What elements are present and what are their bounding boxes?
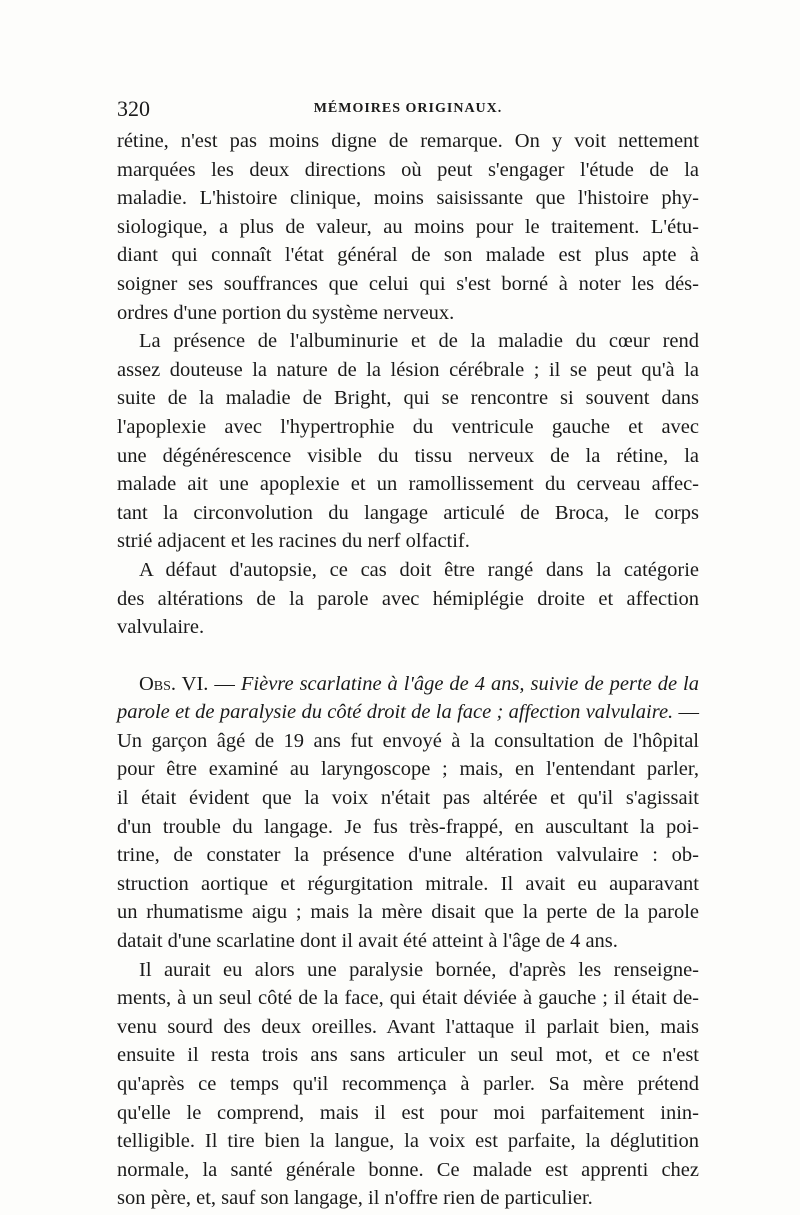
text-line: assez douteuse la nature de la lésion cérébrale ; il se peut qu'à la bbox=[117, 358, 699, 381]
observation-title-1: Fièvre scarlatine à l'âge de 4 ans, suivie de perte de la bbox=[240, 672, 700, 695]
observation-label: Obs. VI. bbox=[139, 672, 209, 695]
text-line: rétine, n'est pas moins digne de remarque. On y voit nettement bbox=[117, 130, 699, 152]
text-line: soigner ses souffrances que celui qui s'est borné à noter les dés- bbox=[117, 272, 699, 295]
text-line: siologique, a plus de valeur, au moins pour le traitement. L'étu- bbox=[117, 215, 699, 238]
text-line: qu'après ce temps qu'il recommença à parler. Sa mère prétend bbox=[117, 1073, 699, 1095]
text-line: trine, de constater la présence d'une altération valvulaire : ob- bbox=[117, 844, 699, 867]
paragraph-2 bbox=[117, 327, 699, 556]
observation-title-2: parole et de paralysie du côté droit de la face ; affection valvulaire. bbox=[117, 701, 674, 724]
text-line: tant la circonvolution du langage articulé de Broca, le corps bbox=[117, 501, 699, 524]
body-text bbox=[117, 127, 699, 1213]
observation-dash: — bbox=[208, 672, 241, 695]
observation-title-line-1 bbox=[117, 670, 699, 699]
text-line: son père, et, sauf son langage, il n'offre rien de particulier. bbox=[117, 1187, 593, 1210]
text-line: datait d'une scarlatine dont il avait été atteint à l'âge de 4 ans. bbox=[117, 930, 618, 953]
paragraph-3 bbox=[117, 556, 699, 642]
text-line: malade ait une apoplexie et un ramollissement du cerveau affec- bbox=[117, 473, 699, 496]
text-line: d'un trouble du langage. Je fus très-frappé, en auscultant la poi- bbox=[117, 815, 699, 838]
text-line: maladie. L'histoire clinique, moins saisissante que l'histoire phy- bbox=[117, 187, 699, 210]
text-line: ensuite il resta trois ans sans articuler un seul mot, et ce n'est bbox=[117, 1044, 699, 1067]
page-number: 320 bbox=[117, 96, 150, 121]
text-line: La présence de l'albuminurie et de la maladie du cœur rend bbox=[139, 330, 699, 353]
text-line: struction aortique et régurgitation mitrale. Il avait eu auparavant bbox=[117, 872, 699, 895]
observation-heading bbox=[117, 670, 699, 727]
text-line: venu sourd des deux oreilles. Avant l'attaque il parlait bien, mais bbox=[117, 1015, 699, 1038]
paragraph-1 bbox=[117, 127, 699, 327]
paragraph-5 bbox=[117, 956, 699, 1213]
observation-title-dash: — bbox=[673, 701, 700, 724]
text-line: l'apoplexie avec l'hypertrophie du ventricule gauche et avec bbox=[117, 415, 699, 438]
text-line: pour être examiné au laryngoscope ; mais, en l'entendant parler, bbox=[117, 758, 699, 781]
text-line: qu'elle le comprend, mais il est pour moi parfaitement inin- bbox=[117, 1101, 699, 1124]
text-line: valvulaire. bbox=[117, 616, 205, 639]
section-gap bbox=[117, 642, 699, 670]
text-line: une dégénérescence visible du tissu nerveux de la rétine, la bbox=[117, 444, 699, 467]
text-line: ordres d'une portion du système nerveux. bbox=[117, 301, 455, 324]
text-line: diant qui connaît l'état général de son malade est plus apte à bbox=[117, 244, 699, 267]
page-header bbox=[117, 96, 699, 126]
text-line: normale, la santé générale bonne. Ce malade est apprenti chez bbox=[117, 1158, 699, 1181]
text-line: strié adjacent et les racines du nerf olfactif. bbox=[117, 530, 470, 553]
text-line: un rhumatisme aigu ; mais la mère disait que la perte de la parole bbox=[117, 901, 699, 924]
text-line: telligible. Il tire bien la langue, la voix est parfaite, la déglutition bbox=[117, 1130, 699, 1153]
text-line: Un garçon âgé de 19 ans fut envoyé à la consultation de l'hôpital bbox=[117, 729, 699, 752]
text-line: suite de la maladie de Bright, qui se rencontre si souvent dans bbox=[117, 387, 699, 410]
text-line: des altérations de la parole avec hémiplégie droite et affection bbox=[117, 587, 699, 610]
text-line: marquées les deux directions où peut s'engager l'étude de la bbox=[117, 158, 699, 181]
text-line: Il aurait eu alors une paralysie bornée, d'après les renseigne- bbox=[139, 958, 699, 981]
text-line: A défaut d'autopsie, ce cas doit être rangé dans la catégorie bbox=[139, 558, 699, 581]
running-head: MÉMOIRES ORIGINAUX. bbox=[313, 101, 503, 116]
observation-title-line-2 bbox=[117, 698, 699, 727]
text-line: ments, à un seul côté de la face, qui était déviée à gauche ; il était de- bbox=[117, 987, 699, 1010]
text-line: il était évident que la voix n'était pas altérée et qu'il s'agissait bbox=[117, 787, 699, 810]
paragraph-4 bbox=[117, 727, 699, 956]
